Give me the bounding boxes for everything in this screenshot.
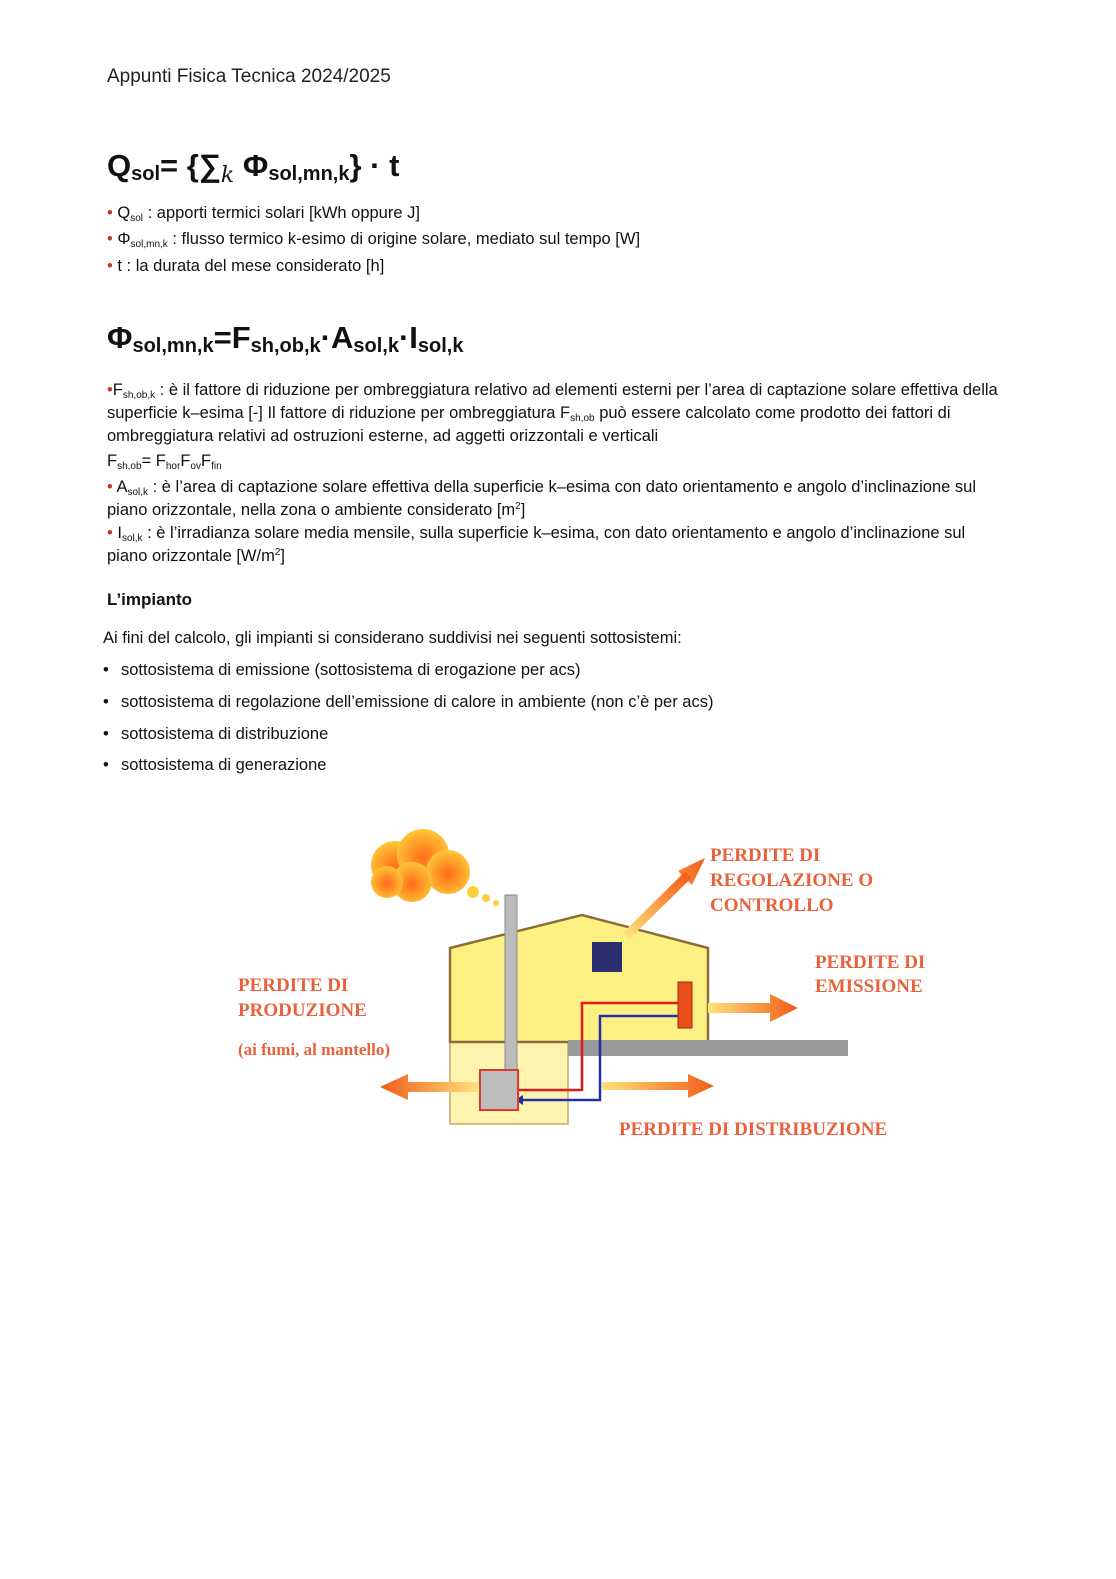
bullet: • — [107, 204, 113, 222]
page-header: Appunti Fisica Tecnica 2024/2025 — [107, 66, 391, 87]
list-item-text: sottosistema di distribuzione — [121, 725, 329, 743]
bullet: • — [107, 257, 113, 275]
formula-subscript: sh,ob,k — [250, 335, 321, 357]
def-text: può essere calcolato come prodotto dei fattori di ombreggiatura relativi ad ostruzioni esterne, ad aggetti orizzontali e verticali — [107, 404, 951, 445]
label-line: PRODUZIONE — [238, 1000, 367, 1021]
label-produzione — [238, 975, 390, 1059]
bullet: • — [107, 478, 113, 496]
def-text: : è il fattore di riduzione per ombreggiatura relativo ad elementi esterni per l’area di captazione solare effettiva della superficie k–esima [-] Il fattore di riduzione per ombreggiatura F — [107, 381, 998, 422]
list-item-text: sottosistema di emissione (sottosistema di erogazione per acs) — [121, 661, 581, 679]
def-subscript: fin — [211, 461, 222, 472]
sum-index: k — [220, 163, 235, 188]
def-subscript: sh,ob,k — [122, 390, 156, 401]
formula-subscript: sol,k — [417, 335, 464, 357]
list-item-text: sottosistema di regolazione dell’emissione di calore in ambiente (non c’è per acs) — [121, 693, 714, 711]
list-item — [103, 661, 580, 680]
definition-phi — [107, 229, 640, 255]
label-line: CONTROLLO — [710, 895, 834, 916]
phi-symbol: Φ — [107, 320, 133, 355]
def-symbol: Φ — [117, 230, 131, 248]
formula-subscript: sol,k — [353, 335, 399, 357]
def-subscript: sh,ob — [570, 413, 595, 424]
bullet: • — [103, 756, 109, 774]
list-item-text: sottosistema di generazione — [121, 756, 327, 774]
boiler — [480, 1070, 518, 1110]
label-line: PERDITE DI — [238, 975, 349, 996]
def-text: : flusso termico k-esimo di origine solare, mediato sul tempo [W] — [167, 230, 641, 248]
formula-subscript: sol,mn,k — [268, 163, 350, 185]
def-subscript: sh,ob — [117, 461, 142, 472]
label-regolazione — [710, 845, 873, 916]
label-line: PERDITE DI — [710, 845, 821, 866]
def-subscript: sol,k — [121, 533, 143, 544]
formula-operator: ·I — [398, 320, 418, 355]
formula-qsol — [107, 148, 400, 188]
section-intro: Ai fini del calcolo, gli impianti si considerano suddivisi nei seguenti sottosistemi: — [103, 629, 682, 647]
house — [450, 915, 708, 1042]
def-subscript: hor — [165, 461, 181, 472]
formula-symbol: Q — [107, 148, 132, 183]
def-text: : apporti termici solari [kWh oppure J] — [143, 204, 420, 222]
arrow-regolazione-shaft — [626, 875, 688, 936]
def-symbol: F — [200, 452, 212, 470]
formula-phi — [107, 320, 463, 356]
radiator — [678, 982, 692, 1028]
def-symbol: I — [117, 524, 122, 542]
label-line: PERDITE DI — [815, 952, 926, 973]
definition-isol — [107, 522, 1007, 568]
def-symbol: A — [116, 478, 128, 496]
def-text: ] — [280, 547, 285, 565]
def-text: t : la durata del mese considerato [h] — [117, 257, 385, 275]
def-symbol: Q — [117, 204, 131, 222]
window — [592, 942, 622, 972]
formula-tail: } · t — [349, 148, 400, 183]
list-item — [103, 693, 713, 712]
list-item — [103, 725, 328, 744]
formula-operator: = { — [160, 148, 199, 183]
section-title: L’impianto — [107, 590, 192, 609]
definition-fshob — [107, 379, 1007, 448]
def-text: ] — [520, 501, 526, 519]
def-subscript: ov — [190, 461, 201, 472]
def-symbol: F — [112, 381, 123, 399]
formula-subscript: sol,mn,k — [132, 335, 214, 357]
label-line: REGOLAZIONE O — [710, 870, 874, 891]
bullet: • — [103, 661, 109, 679]
definition-qsol — [107, 203, 420, 229]
def-subscript: sol,mn,k — [130, 239, 168, 250]
label-line: EMISSIONE — [815, 976, 923, 997]
label-emissione — [815, 952, 925, 997]
bullet: • — [107, 230, 113, 248]
bullet: • — [103, 725, 109, 743]
label-produzione-note: (ai fumi, al mantello) — [238, 1040, 391, 1059]
def-symbol: F — [107, 452, 118, 470]
formula-subscript: sol — [131, 163, 161, 185]
smoke-cloud-icon — [371, 829, 499, 906]
arrow-distribuzione-icon — [602, 1074, 714, 1098]
chimney — [505, 895, 517, 1073]
def-superscript: 2 — [274, 547, 281, 558]
formula-operator: ·A — [320, 320, 354, 355]
ground-slab — [568, 1040, 848, 1056]
definition-t — [107, 256, 384, 277]
label-distribuzione: PERDITE DI DISTRIBUZIONE — [619, 1119, 888, 1140]
def-superscript: 2 — [515, 501, 521, 512]
bullet: • — [107, 381, 113, 399]
def-subscript: sol,k — [127, 487, 149, 498]
def-text: : è l’irradianza solare media mensile, sulla superficie k–esima, con dato orientamento e angolo d’inclinazione sul piano orizzontale [W/m — [107, 524, 966, 565]
def-symbol: F — [180, 452, 191, 470]
phi-symbol: Φ — [242, 148, 269, 183]
definition-asol — [107, 476, 1007, 522]
formula-fshob-product — [107, 450, 1007, 473]
def-symbol: = F — [141, 452, 166, 470]
list-item — [103, 756, 326, 775]
def-text: : è l’area di captazione solare effettiva della superficie k–esima con dato orientamento e angolo d’inclinazione sul piano orizzontale, nella zona o ambiente considerato [m — [107, 478, 976, 519]
sum-symbol: ∑ — [198, 148, 221, 183]
def-subscript: sol — [130, 213, 144, 224]
arrow-emissione-icon — [708, 994, 798, 1022]
formula-operator: =F — [213, 320, 251, 355]
heating-system-diagram — [230, 820, 950, 1160]
bullet: • — [107, 524, 113, 542]
bullet: • — [103, 693, 109, 711]
